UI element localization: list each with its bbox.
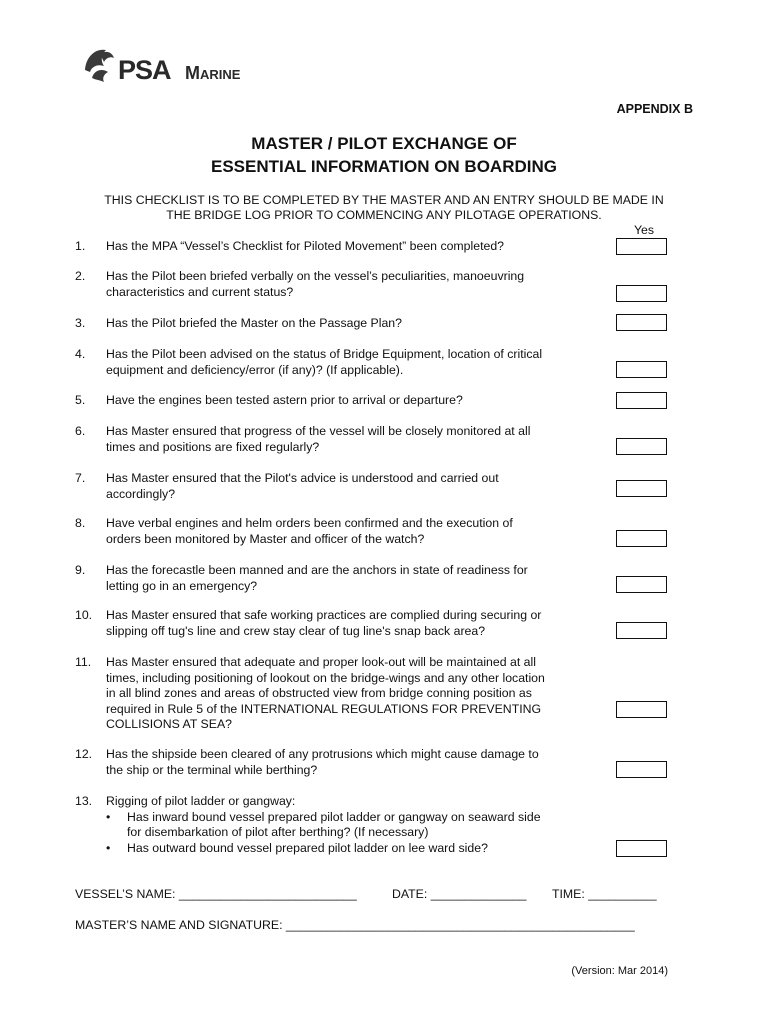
item-text xyxy=(106,794,606,856)
intro-text xyxy=(60,193,708,223)
yes-checkbox[interactable] xyxy=(616,840,667,857)
item-text-line: Have verbal engines and helm orders been confirmed and the execution of xyxy=(106,516,513,530)
yes-checkbox[interactable] xyxy=(616,285,667,302)
item-number: 12. xyxy=(75,747,93,761)
item-text xyxy=(106,563,606,594)
item-text-line: Have the engines been tested astern prior to arrival or departure? xyxy=(106,393,463,407)
item-text-line: Has the Pilot been briefed verbally on the vessel’s peculiarities, manoeuvring xyxy=(106,269,525,283)
item-text-line: Has Master ensured that safe working practices are complied during securing or xyxy=(106,608,542,622)
yes-checkbox[interactable] xyxy=(616,530,667,547)
item-text xyxy=(106,655,606,733)
item-text-line: equipment and deficiency/error (if any)? (If applicable). xyxy=(106,362,404,377)
item-number: 10. xyxy=(75,608,93,622)
yes-checkbox[interactable] xyxy=(616,622,667,639)
item-text-line: slipping off tug's line and crew stay clear of tug line's snap back area? xyxy=(106,623,486,638)
sub-question-line: Has inward bound vessel prepared pilot ladder or gangway on seaward side xyxy=(127,809,541,824)
date-field[interactable]: DATE: ______________ xyxy=(392,887,527,901)
item-text-line: in all blind zones and areas of obstructed view from bridge conning position as xyxy=(106,686,532,700)
item-text-line: COLLISIONS AT SEA? xyxy=(106,717,232,731)
item-number: 2. xyxy=(75,269,86,283)
logo-text-psa: PSA xyxy=(118,55,171,85)
item-text-line: times and positions are fixed regularly? xyxy=(106,439,320,454)
yes-checkbox[interactable] xyxy=(616,361,667,378)
item-text-line: orders been monitored by Master and officer of the watch? xyxy=(106,531,425,546)
sub-question xyxy=(106,841,606,857)
item-text xyxy=(106,424,606,455)
item-text xyxy=(106,269,606,300)
yes-checkbox[interactable] xyxy=(616,438,667,455)
item-number: 6. xyxy=(75,424,86,438)
item-text xyxy=(106,471,606,502)
item-number: 9. xyxy=(75,563,86,577)
sub-question xyxy=(106,810,606,841)
version-footer: (Version: Mar 2014) xyxy=(571,965,668,977)
item-text xyxy=(106,747,606,778)
item-text-line: Has Master ensured that adequate and proper look-out will be maintained at all xyxy=(106,655,536,669)
yes-checkbox[interactable] xyxy=(616,314,667,331)
item-text-line: times, including positioning of lookout on the bridge-wings and any other location xyxy=(106,670,545,685)
logo-text-marine: Marine xyxy=(185,63,241,83)
item-text-line: Has Master ensured that the Pilot's advice is understood and carried out xyxy=(106,471,499,485)
yes-column-header: Yes xyxy=(633,223,655,237)
appendix-label: APPENDIX B xyxy=(616,102,693,116)
item-text-line: letting go in an emergency? xyxy=(106,578,258,593)
intro-line1: THIS CHECKLIST IS TO BE COMPLETED BY THE MASTER AND AN ENTRY SHOULD BE MADE IN xyxy=(104,193,664,207)
sub-question-line: for disembarkation of pilot after berthing? (If necessary) xyxy=(127,825,429,839)
psa-marine-logo xyxy=(80,40,270,90)
item-text xyxy=(106,608,606,639)
item-number: 4. xyxy=(75,347,86,361)
bullet-icon: • xyxy=(106,840,111,855)
time-field[interactable]: TIME: __________ xyxy=(552,887,657,901)
item-number: 8. xyxy=(75,516,86,530)
vessel-name-field[interactable]: VESSEL’S NAME: __________________________ xyxy=(75,887,357,901)
item-text xyxy=(106,393,606,409)
item-text xyxy=(106,239,606,255)
page-title-line2: ESSENTIAL INFORMATION ON BOARDING xyxy=(211,157,557,176)
yes-checkbox[interactable] xyxy=(616,238,667,255)
item-number: 3. xyxy=(75,316,86,330)
item-number: 5. xyxy=(75,393,86,407)
item-text-line: required in Rule 5 of the INTERNATIONAL REGULATIONS FOR PREVENTING xyxy=(106,701,542,716)
item-text-line: characteristics and current status? xyxy=(106,284,294,299)
item-text-line: Has the Pilot briefed the Master on the Passage Plan? xyxy=(106,316,402,330)
item-text-line: Has the MPA “Vessel’s Checklist for Piloted Movement” been completed? xyxy=(106,239,505,253)
item-text xyxy=(106,516,606,547)
item-text-line: Rigging of pilot ladder or gangway: xyxy=(106,794,296,808)
yes-checkbox[interactable] xyxy=(616,761,667,778)
item-number: 11. xyxy=(75,655,92,669)
item-number: 1. xyxy=(75,239,86,253)
psa-marine-logo-graphic xyxy=(80,40,270,90)
item-text xyxy=(106,347,606,378)
master-name-signature-field[interactable]: MASTER’S NAME AND SIGNATURE: ___________________________________________________ xyxy=(75,918,635,932)
bullet-icon: • xyxy=(106,809,111,824)
intro-line2: THE BRIDGE LOG PRIOR TO COMMENCING ANY PILOTAGE OPERATIONS. xyxy=(166,208,602,222)
item-text-line: the ship or the terminal while berthing? xyxy=(106,762,318,777)
yes-checkbox[interactable] xyxy=(616,576,667,593)
item-text-line: Has the forecastle been manned and are the anchors in state of readiness for xyxy=(106,563,528,577)
item-number: 7. xyxy=(75,471,86,485)
sub-question-line: Has outward bound vessel prepared pilot ladder on lee ward side? xyxy=(127,840,488,855)
item-text-line: Has the shipside been cleared of any protrusions which might cause damage to xyxy=(106,747,539,761)
yes-checkbox[interactable] xyxy=(616,480,667,497)
page-title-line1: MASTER / PILOT EXCHANGE OF xyxy=(251,134,517,153)
item-number: 13. xyxy=(75,794,93,808)
item-text-line: Has Master ensured that progress of the vessel will be closely monitored at all xyxy=(106,424,531,438)
item-text xyxy=(106,316,606,332)
item-text-line: accordingly? xyxy=(106,486,176,501)
item-text-line: Has the Pilot been advised on the status of Bridge Equipment, location of critical xyxy=(106,347,543,361)
yes-checkbox[interactable] xyxy=(616,701,667,718)
yes-checkbox[interactable] xyxy=(616,392,667,409)
